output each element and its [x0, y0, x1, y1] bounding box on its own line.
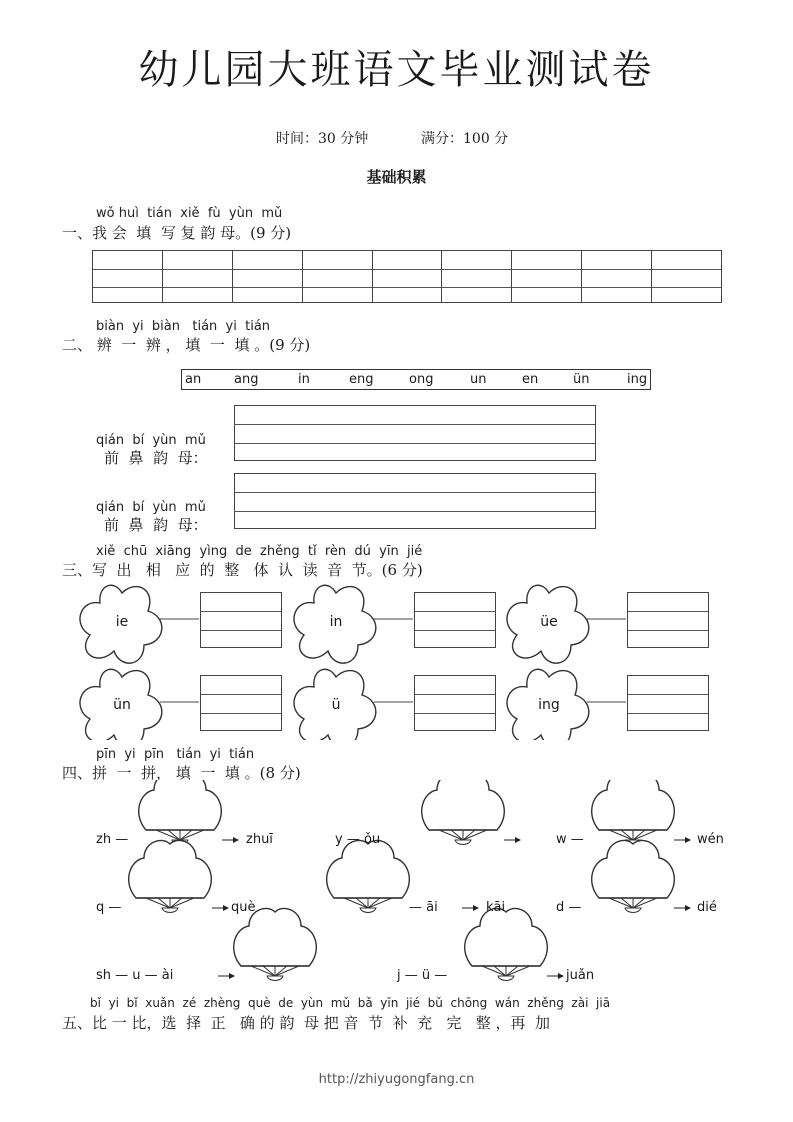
flower-label: ing: [538, 697, 560, 713]
grid-line: [652, 287, 721, 288]
grid-cell[interactable]: [92, 250, 163, 303]
q4-item: — āi: [409, 900, 438, 915]
grid-cell[interactable]: [232, 250, 303, 303]
grid-line: [582, 287, 651, 288]
shell-shape: [129, 840, 212, 912]
score-label: 满分：100 分: [421, 131, 509, 147]
grid-line: [233, 287, 302, 288]
vowel-option: eng: [349, 372, 374, 387]
grid-line: [163, 269, 232, 270]
q2-answer-box-2[interactable]: [234, 473, 596, 529]
q3-answer-box[interactable]: [414, 592, 496, 648]
q4-item: què: [231, 900, 256, 915]
vowel-option: in: [298, 372, 310, 387]
q4-item: zhuī: [246, 832, 273, 847]
grid-cell[interactable]: [441, 250, 512, 303]
q3-answer-box[interactable]: [200, 675, 282, 731]
shell-shape: [234, 908, 317, 980]
grid-line: [512, 287, 581, 288]
shell-shape: [592, 840, 675, 912]
q5-text: 五、比 一 比，选 择 正 确 的 韵 母 把 音 节 补 充 完 整 ，再 加: [62, 1014, 551, 1032]
flower-label: ü: [331, 697, 341, 713]
q3-answer-box[interactable]: [627, 592, 709, 648]
grid-cell[interactable]: [302, 250, 373, 303]
q3-text: 三、写 出 相 应 的 整 体 认 读 音 节。(6 分): [62, 561, 423, 579]
q4-item: sh — u — ài: [96, 968, 174, 983]
q4-item: zh —: [96, 832, 129, 847]
grid-cell[interactable]: [162, 250, 233, 303]
grid-cell[interactable]: [511, 250, 582, 303]
flower-label: ie: [115, 614, 129, 630]
grid-line: [93, 269, 162, 270]
q4-item: w —: [556, 832, 584, 847]
q4-pinyin: pīn yi pīn tián yi tián: [96, 747, 255, 762]
grid-line: [163, 287, 232, 288]
grid-line: [373, 287, 442, 288]
q4-item: q —: [96, 900, 122, 915]
shell-shape: [465, 908, 548, 980]
grid-line: [512, 269, 581, 270]
grid-line: [442, 287, 511, 288]
q4-shells-area: [0, 780, 793, 990]
q2-label1-pinyin: qián bí yùn mǔ: [96, 433, 206, 448]
q2-pinyin: biàn yi biàn tián yi tián: [96, 319, 271, 334]
grid-line: [373, 269, 442, 270]
q1-pinyin: wǒ huì tián xiě fù yùn mǔ: [96, 206, 283, 221]
grid-line: [303, 287, 372, 288]
vowel-option: ong: [409, 372, 434, 387]
flower-label: in: [329, 614, 343, 630]
shell-shape: [592, 780, 675, 845]
vowel-option: un: [470, 372, 487, 387]
vowel-option: an: [185, 372, 202, 387]
page-title: 幼儿园大班语文毕业测试卷: [138, 47, 655, 93]
q2-label2-pinyin: qián bí yùn mǔ: [96, 500, 206, 515]
grid-cell[interactable]: [372, 250, 443, 303]
q3-answer-box[interactable]: [200, 592, 282, 648]
flower-label: ün: [113, 697, 131, 713]
q2-answer-box-1[interactable]: [234, 405, 596, 461]
q4-item: kāi: [486, 900, 506, 915]
section-title: 基础积累: [366, 168, 427, 186]
q4-item: dié: [697, 900, 717, 915]
footer-url: http://zhiyugongfang.cn: [318, 1072, 475, 1087]
q4-item: wén: [697, 832, 724, 847]
grid-cell[interactable]: [581, 250, 652, 303]
grid-line: [233, 269, 302, 270]
vowel-options-box: [181, 369, 651, 390]
vowel-option: ing: [627, 372, 648, 387]
vowel-option: en: [522, 372, 539, 387]
grid-cell[interactable]: [651, 250, 722, 303]
q4-item: y — ǒu: [335, 832, 381, 847]
q4-item: juǎn: [566, 968, 595, 983]
time-label: 时间：30 分钟: [276, 131, 369, 147]
q2-label2-text: 前 鼻 韵 母：: [104, 516, 208, 534]
q2-label1-text: 前 鼻 韵 母：: [104, 449, 208, 467]
q1-writing-grid[interactable]: [92, 250, 721, 303]
q5-pinyin: bǐ yi bǐ xuǎn zé zhèng què de yùn mǔ bǎ yīn jié bǔ chōng wán zhěng zài jiā: [90, 996, 611, 1010]
grid-line: [442, 269, 511, 270]
q2-text: 二、 辨 一 辨 ， 填 一 填 。(9 分): [62, 336, 311, 354]
vowel-option: ang: [234, 372, 259, 387]
q4-item: d —: [556, 900, 582, 915]
shell-shape: [327, 840, 410, 912]
q3-answer-box[interactable]: [627, 675, 709, 731]
vowel-option: ün: [573, 372, 590, 387]
q3-pinyin: xiě chū xiāng yìng de zhěng tǐ rèn dú yīn jié: [96, 544, 423, 559]
grid-line: [303, 269, 372, 270]
grid-line: [652, 269, 721, 270]
shell-shape: [139, 780, 222, 845]
q4-text: 四、拼 一 拼， 填 一 填 。(8 分): [62, 764, 301, 782]
q3-answer-box[interactable]: [414, 675, 496, 731]
q4-item: j — ü —: [397, 968, 448, 983]
flower-label: üe: [540, 614, 558, 630]
grid-line: [582, 269, 651, 270]
grid-line: [93, 287, 162, 288]
shell-shape: [422, 780, 505, 845]
q1-text: 一、我 会 填 写 复 韵 母。(9 分): [62, 224, 292, 242]
